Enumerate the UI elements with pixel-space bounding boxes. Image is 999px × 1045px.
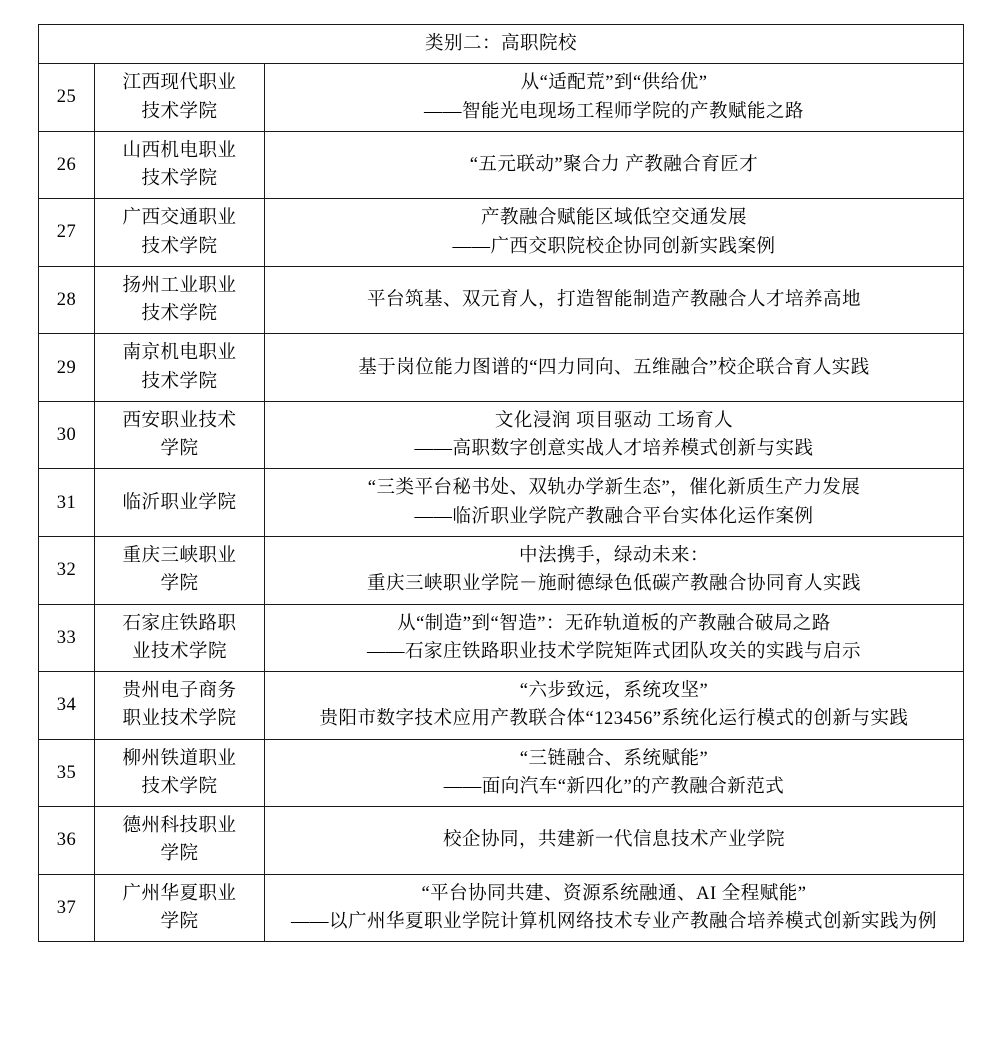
table-row — [39, 334, 964, 402]
row-case-title — [265, 64, 964, 132]
row-number: 30 — [39, 401, 95, 469]
text-line: 基于岗位能力图谱的“四力同向、五维融合”校企联合育人实践 — [358, 357, 870, 378]
table-row — [39, 874, 964, 942]
row-case-title — [265, 874, 964, 942]
table-row — [39, 199, 964, 267]
row-school — [95, 739, 265, 807]
row-school — [95, 536, 265, 604]
text-line: 柳州铁道职业 — [122, 748, 237, 769]
table-header-row — [39, 25, 964, 64]
row-case-title — [265, 807, 964, 875]
text-line: 重庆三峡职业 — [122, 545, 237, 566]
text-line: 扬州工业职业 — [122, 275, 237, 296]
row-number: 35 — [39, 739, 95, 807]
row-school — [95, 64, 265, 132]
text-line: ——石家庄铁路职业技术学院矩阵式团队攻关的实践与启示 — [366, 641, 861, 662]
row-school — [95, 469, 265, 537]
text-line: 从“适配荒”到“供给优” — [520, 73, 708, 94]
table-row — [39, 469, 964, 537]
text-line: 职业技术学院 — [122, 709, 237, 730]
text-line: 临沂职业学院 — [122, 492, 237, 513]
text-line: ——高职数字创意实战人才培养模式创新与实践 — [414, 439, 814, 460]
row-case-title — [265, 536, 964, 604]
table-row — [39, 739, 964, 807]
text-line: “五元联动”聚合力 产教融合育匠才 — [469, 154, 759, 175]
text-line: 江西现代职业 — [122, 73, 237, 94]
text-line: 石家庄铁路职 — [122, 613, 237, 634]
row-number: 33 — [39, 604, 95, 672]
row-school — [95, 672, 265, 740]
text-line: 学院 — [160, 911, 199, 932]
row-school — [95, 401, 265, 469]
text-line: 南京机电职业 — [122, 343, 237, 364]
text-line: 西安职业技术 — [122, 410, 237, 431]
text-line: 中法携手，绿动未来： — [518, 545, 709, 566]
row-case-title — [265, 266, 964, 334]
row-school — [95, 874, 265, 942]
text-line: ——智能光电现场工程师学院的产教赋能之路 — [423, 101, 804, 122]
text-line: ——广西交职院校企协同创新实践案例 — [452, 236, 776, 257]
text-line: ——临沂职业学院产教融合平台实体化运作案例 — [414, 506, 814, 527]
row-number: 27 — [39, 199, 95, 267]
text-line: 学院 — [160, 574, 199, 595]
row-case-title — [265, 604, 964, 672]
row-school — [95, 131, 265, 199]
table-category-title: 类别二：高职院校 — [39, 25, 964, 64]
text-line: 技术学院 — [141, 101, 218, 122]
text-line: 技术学院 — [141, 776, 218, 797]
row-case-title — [265, 469, 964, 537]
row-number: 36 — [39, 807, 95, 875]
table-row — [39, 266, 964, 334]
row-school — [95, 334, 265, 402]
text-line: 从“制造”到“智造”：无砟轨道板的产教融合破局之路 — [397, 613, 831, 634]
text-line: “三链融合、系统赋能” — [519, 748, 709, 769]
text-line: 文化浸润 项目驱动 工场育人 — [494, 410, 734, 431]
text-line: 贵州电子商务 — [122, 681, 237, 702]
row-case-title — [265, 199, 964, 267]
table-row — [39, 672, 964, 740]
row-school — [95, 604, 265, 672]
table-container — [38, 24, 963, 942]
table-row — [39, 807, 964, 875]
text-line: 平台筑基、双元育人，打造智能制造产教融合人才培养高地 — [366, 289, 861, 310]
text-line: 技术学院 — [141, 304, 218, 325]
text-line: ——面向汽车“新四化”的产教融合新范式 — [443, 776, 785, 797]
row-case-title — [265, 401, 964, 469]
row-case-title — [265, 334, 964, 402]
text-line: 产教融合赋能区域低空交通发展 — [480, 208, 747, 229]
text-line: 校企协同，共建新一代信息技术产业学院 — [442, 830, 785, 851]
row-case-title — [265, 672, 964, 740]
row-case-title — [265, 131, 964, 199]
text-line: 学院 — [160, 439, 199, 460]
row-number: 28 — [39, 266, 95, 334]
row-school — [95, 266, 265, 334]
row-case-title — [265, 739, 964, 807]
row-number: 26 — [39, 131, 95, 199]
row-school — [95, 807, 265, 875]
case-list-table — [38, 24, 964, 942]
text-line: 贵阳市数字技术应用产教联合体“123456”系统化运行模式的创新与实践 — [319, 709, 909, 730]
table-row — [39, 604, 964, 672]
text-line: “六步致远，系统攻坚” — [519, 681, 709, 702]
table-row — [39, 401, 964, 469]
row-number: 31 — [39, 469, 95, 537]
table-row — [39, 64, 964, 132]
table-body — [39, 25, 964, 942]
text-line: 德州科技职业 — [122, 816, 237, 837]
row-number: 37 — [39, 874, 95, 942]
row-number: 32 — [39, 536, 95, 604]
row-number: 34 — [39, 672, 95, 740]
text-line: 技术学院 — [141, 371, 218, 392]
text-line: 业技术学院 — [131, 641, 227, 662]
text-line: 技术学院 — [141, 169, 218, 190]
row-school — [95, 199, 265, 267]
text-line: 学院 — [160, 844, 199, 865]
text-line: “三类平台秘书处、双轨办学新生态”，催化新质生产力发展 — [367, 478, 861, 499]
text-line: 山西机电职业 — [122, 140, 237, 161]
text-line: 技术学院 — [141, 236, 218, 257]
table-row — [39, 131, 964, 199]
text-line: 广州华夏职业 — [122, 883, 237, 904]
text-line: 重庆三峡职业学院－施耐德绿色低碳产教融合协同育人实践 — [366, 574, 861, 595]
text-line: ——以广州华夏职业学院计算机网络技术专业产教融合培养模式创新实践为例 — [290, 911, 937, 932]
row-number: 29 — [39, 334, 95, 402]
text-line: “平台协同共建、资源系统融通、AI 全程赋能” — [421, 883, 807, 904]
table-row — [39, 536, 964, 604]
row-number: 25 — [39, 64, 95, 132]
text-line: 广西交通职业 — [122, 208, 237, 229]
